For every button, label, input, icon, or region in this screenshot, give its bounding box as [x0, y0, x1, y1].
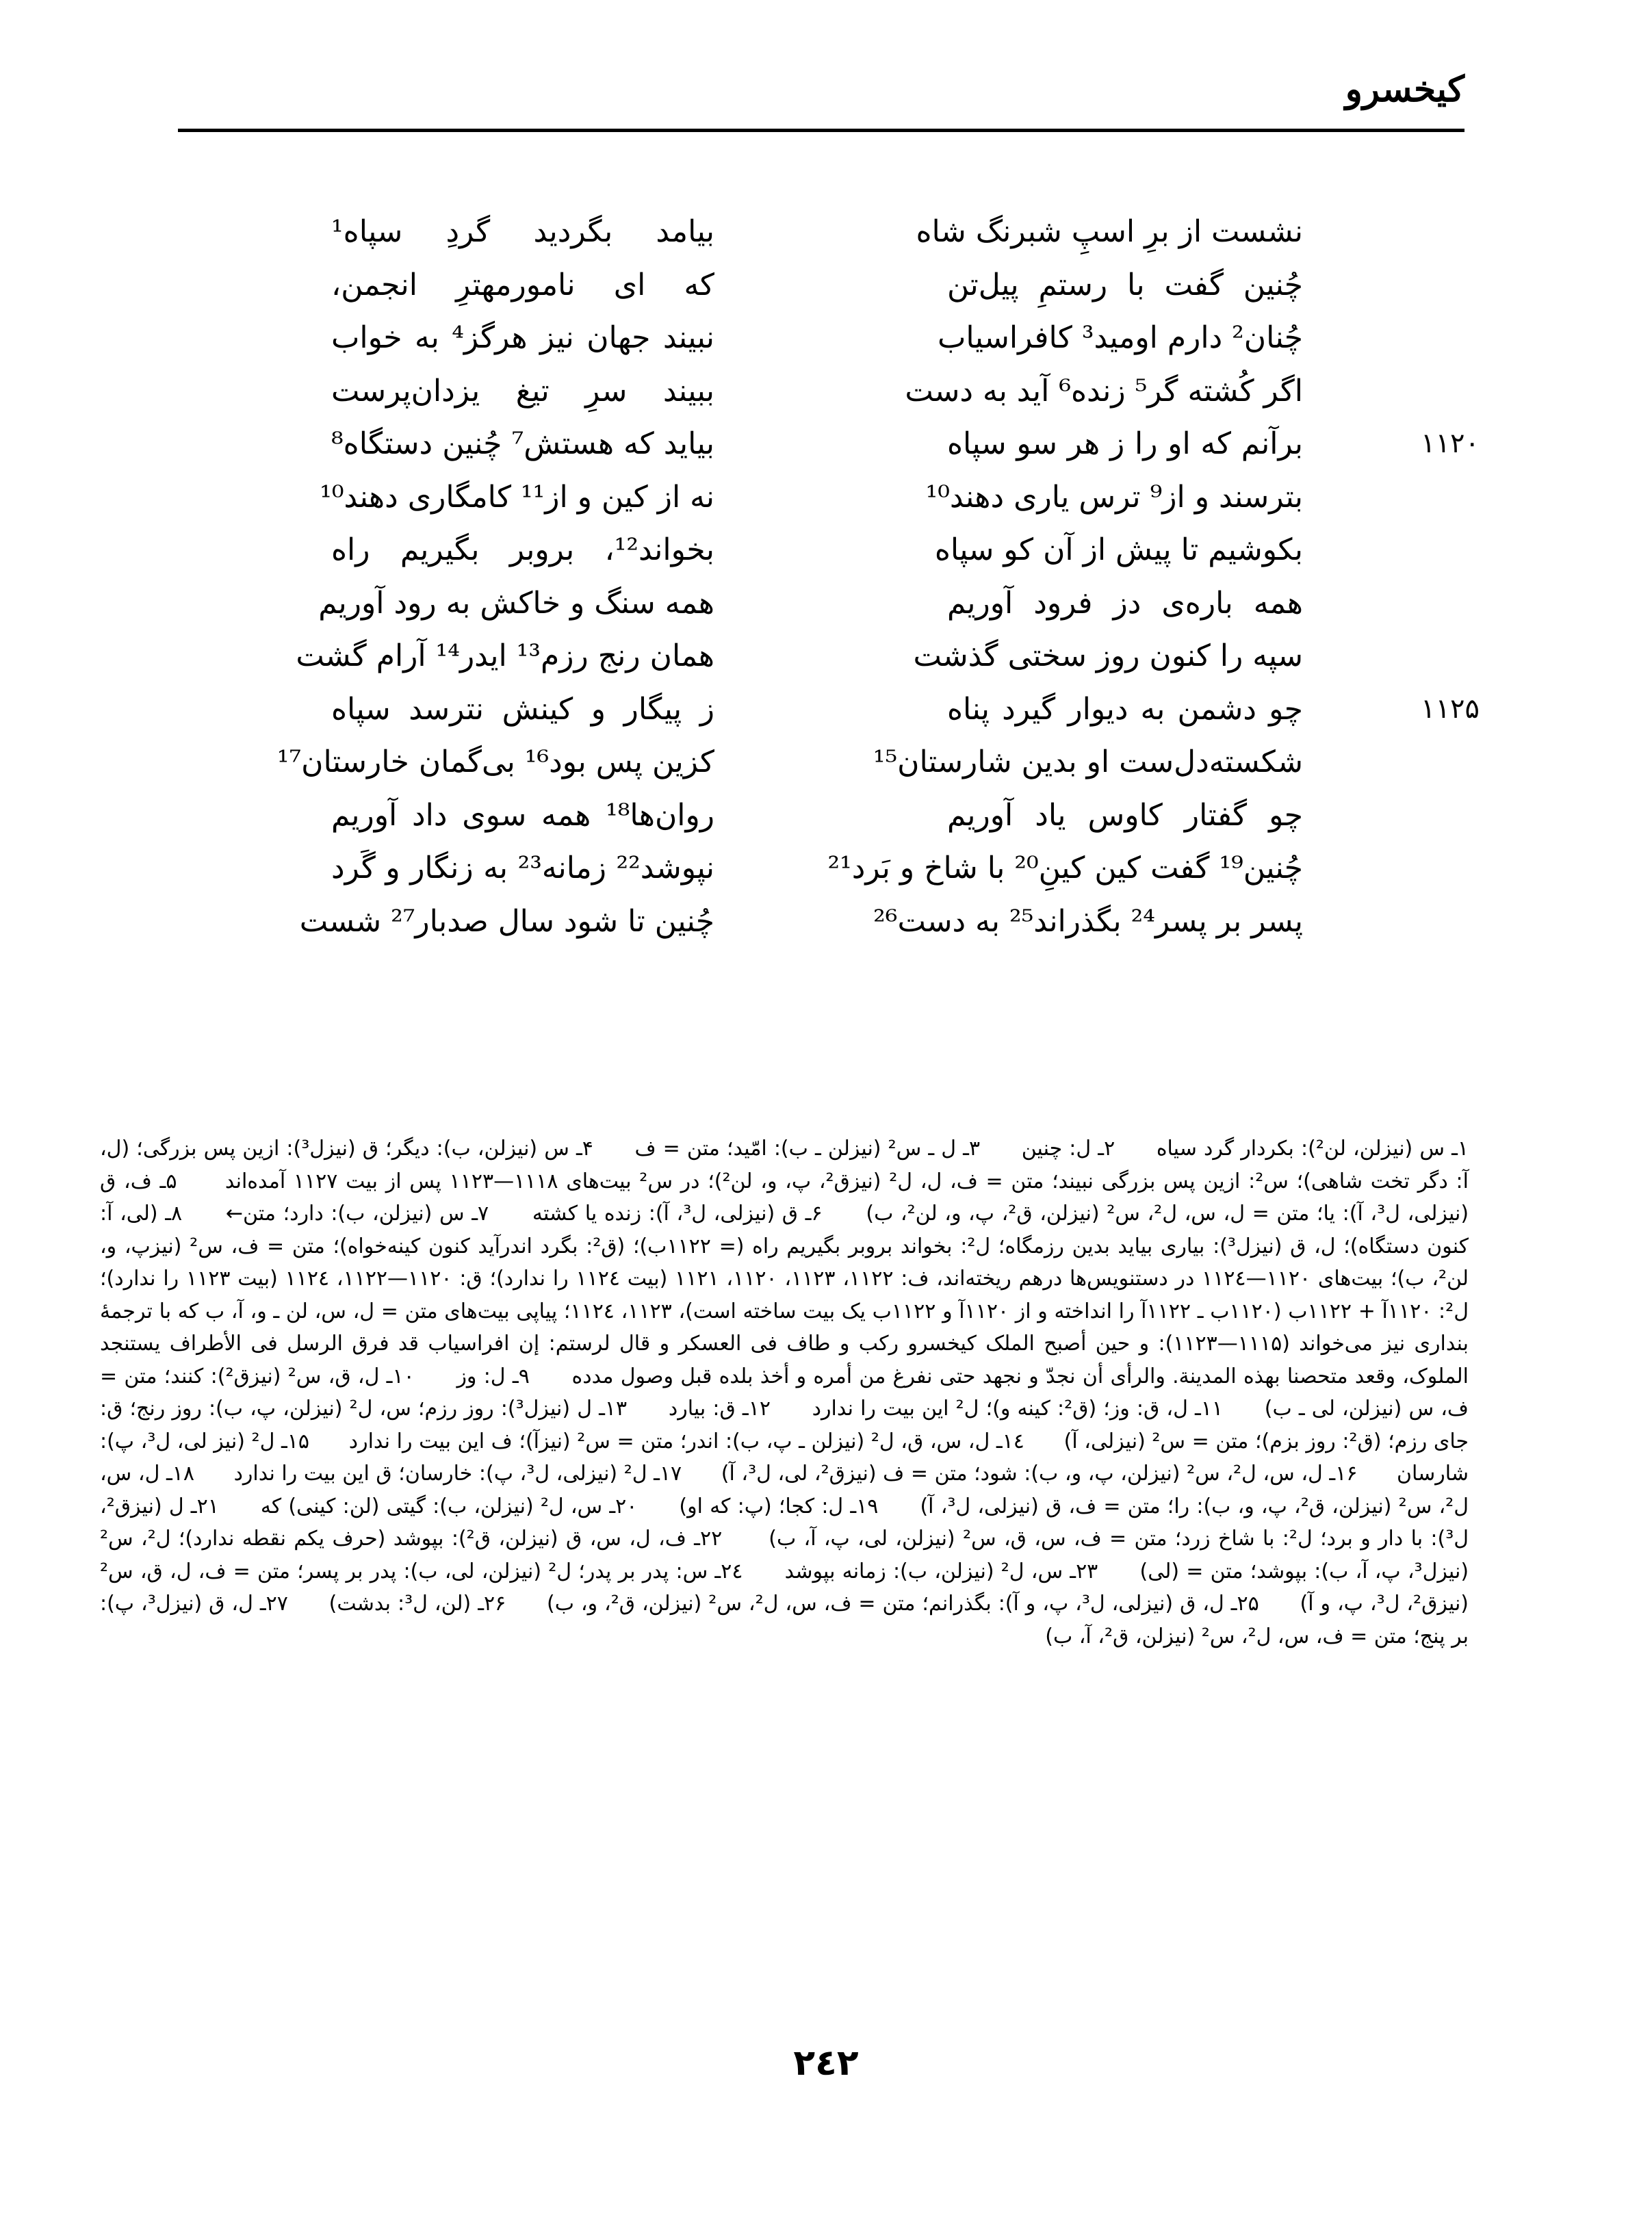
footnote: ۲ـ ل: چنین — [1021, 1137, 1115, 1161]
verse-row — [160, 311, 1501, 365]
hemistich-first: شکسته‌دل‌ست او بدین شارستان¹⁵ — [873, 745, 1303, 779]
footnote: ۲۵ـ ل، ق (نیزلی، ل³، پ، و آ): بگذرانم؛ متن = ف، س، ل²، س² (نیزلن، ق²، و، ب) — [547, 1592, 1259, 1616]
footnote: ۳ـ ل ـ س² (نیزلن ـ ب): امّید؛ متن = ف — [634, 1137, 981, 1161]
hemistich-second: کزین پس بود¹⁶ بی‌گمان خارستان¹⁷ — [276, 745, 714, 779]
footnote: ۹ـ ل: وز — [456, 1364, 530, 1388]
hemistich-second: بخواند¹²، بروبر بگیریم راه — [331, 532, 714, 567]
verse-row — [160, 842, 1501, 895]
hemistich-second: ز پیگار و کینش نترسد سپاه — [331, 691, 714, 727]
verse-block — [160, 205, 1501, 948]
footnote: ۱۹ـ ل: کجا؛ (پ: که او) — [679, 1494, 879, 1518]
hemistich-second: نبیند جهان نیز هرگز⁴ به خواب — [331, 320, 715, 355]
line-number: ۱۱۲۵ — [1421, 693, 1480, 725]
hemistich-second: نپوشد²² زمانه²³ به زنگار و گَرد — [331, 851, 715, 885]
footnote: ۱۳ـ ل (نیزل³): روز رزم؛ س، ل² (نیزلن، پ، ب): روز رنج؛ ق: جای رزم؛ (ق²: روز بزم)؛ متن = س² (نیزلی، آ) — [100, 1397, 1469, 1453]
page-header — [178, 66, 1464, 134]
hemistich-second: همان رنج رزم¹³ ایدر¹⁴ آرام گشت — [296, 638, 714, 673]
hemistich-first: بکوشیم تا پیش از آن کو سپاه — [934, 532, 1303, 567]
hemistich-first: چُنین¹⁹ گفت کین کینِ²⁰ با شاخ و بَرد²¹ — [827, 851, 1303, 885]
footnote: ۱۶ـ ل، س، ل²، س² (نیزلن، پ، و، ب): شود؛ متن = ف (نیزق²، لی، ل³، آ) — [721, 1462, 1358, 1486]
verse-row — [160, 471, 1501, 524]
running-title: کیخسرو — [1345, 68, 1464, 110]
verse-row — [160, 789, 1501, 842]
hemistich-second: که ای نامورمهترِ انجمن، — [331, 267, 714, 302]
verse-row — [160, 365, 1501, 418]
hemistich-second: بیاید که هستش⁷ چُنین دستگاه⁸ — [331, 426, 715, 461]
verse-row — [160, 683, 1501, 736]
footnote: ۱ـ س (نیزلن، لن²): بکردار گرد سیاه — [1156, 1137, 1469, 1161]
footnote: ۱۵ـ ل² (نیز لی، ل³، پ): شارسان — [100, 1429, 1469, 1486]
footnote: ۸ـ (لی، آ: کنون دستگاه)؛ ل، ق (نیزل³): بیاری بیاید بدین رزمگاه؛ ل²: بخواند بروبر بگیریم راه (= ۱۱۲۲ب)؛ (ق²: بگرد اندرآید کنون کینه‌خواه)؛ متن = ف، س² (نیزپ، و، لن²، ب)؛ بیت‌های ۱۱۲۰—۱۱۲٤ در دستنویس‌ها درهم ریخته‌اند، ف: ۱۱۲۲، ۱۱۲۳، ۱۱۲۰، ۱۱۲۱ (بیت ۱۱۲٤ را ندارد)؛ ق: ۱۱۲۰—۱۱۲۲، ۱۱۲٤ (بیت ۱۱۲۳ را ندارد)؛ ل²: ۱۱۲۰آ + ۱۱۲۲ب (۱۱۲۰ب ـ ۱۱۲۲آ را انداخته و از ۱۱۲۰آ و ۱۱۲۲ب یک بیت ساخته است)، ۱۱۲۳، ۱۱۲٤؛ پیاپی بیت‌های متن = ل، س، لن ـ و، آ، ب که با ترجمهٔ بنداری نیز می‌خواند (۱۱۱۵—۱۱۲۳): و حین أصبح الملک کیخسرو رکب و طاف فی العسکر و قال لرستم: إن افراسیاب قد فرق الرسل فی الأطراف یستنجد الملوک، وقعد متحصنا بهذه المدینة. والرأی أن نجدّ و نجهد حتی نفرغ من أمره و أخذ بلده قبل وصول مدده — [100, 1202, 1469, 1388]
verse-row — [160, 523, 1501, 577]
footnote: ۶ـ ق (نیزلی، ل³، آ): زنده یا کشته — [532, 1202, 823, 1226]
page-number: ۲٤۲ — [793, 2043, 859, 2084]
hemistich-first: چو دشمن به دیوار گیرد پناه — [947, 691, 1303, 727]
footnote: ۱۰ـ ل، ق، س² (نیزق²): کنند؛ متن = ف، س (نیزلن، لی ـ ب) — [100, 1364, 1469, 1421]
hemistich-second: همه سنگ و خاکش به رود آوریم — [318, 585, 714, 621]
footnote: ۲۷ـ ل، ق (نیزل³، پ): بر پنج؛ متن = ف، س، ل²، س² (نیزلن، ق²، آ، ب) — [100, 1592, 1469, 1648]
hemistich-first: اگر کُشته گر⁵ زنده⁶ آید به دست — [905, 373, 1303, 409]
footnote: ۲۶ـ (لن، ل³: بدشت) — [328, 1592, 506, 1616]
footnote: ۲۳ـ س، ل² (نیزلن، ب): زمانه بپوشد — [784, 1559, 1098, 1583]
hemistich-first: همه باره‌ی دز فرود آوریم — [947, 585, 1303, 621]
hemistich-second: نه از کین و از¹¹ کامگاری دهند¹⁰ — [320, 479, 714, 515]
footnote: ۷ـ س (نیزلن، ب): دارد؛ متن← — [225, 1202, 489, 1226]
hemistich-first: پسر بر پسر²⁴ بگذراند²⁵ به دست²⁶ — [873, 903, 1303, 939]
footnote: ۲۲ـ ف، ل، س، ق (نیزلن، ق²): بپوشد (حرف یکم نقطه ندارد)؛ ل²، س² (نیزل³، پ، آ، ب): بپوشد؛ متن = (لی) — [100, 1527, 1469, 1583]
hemistich-first: نشست از برِ اسپِ شبرنگ شاه — [916, 214, 1303, 249]
footnote: ۲٤ـ س: پدر بر پدر؛ ل² (نیزلن، لی، ب): پدر بر پسر؛ متن = ف، ل، ق، س² (نیزق²، ل³، پ، و آ) — [100, 1559, 1469, 1616]
hemistich-second: روان‌ها¹⁸ همه سوی داد آوریم — [331, 797, 714, 833]
hemistich-first: چو گفتار کاوس یاد آوریم — [947, 797, 1303, 833]
verse-row — [160, 417, 1501, 471]
footnote: ۱۲ـ ق: بیارد — [668, 1397, 771, 1421]
footnotes — [100, 1133, 1469, 1653]
verse-row — [160, 577, 1501, 630]
hemistich-second: بیامد بگردید گردِ سپاه¹ — [331, 214, 714, 249]
footnote: ۱۸ـ ل، س، ل²، س² (نیزلن، ق²، پ، و، ب): را؛ متن = ف، ق (نیزلی، ل³، آ) — [100, 1462, 1469, 1518]
line-number: ۱۱۲۰ — [1421, 428, 1480, 459]
verse-row — [160, 259, 1501, 312]
footnote: ۱۱ـ ل، ق: وز؛ (ق²: کینه و)؛ ل² این بیت را ندارد — [812, 1397, 1224, 1421]
hemistich-second: چُنین تا شود سال صدبار²⁷ شست — [299, 903, 714, 939]
hemistich-first: چُنین گفت با رستمِ پیل‌تن — [947, 267, 1303, 302]
hemistich-first: سپه را کنون روز سختی گذشت — [913, 638, 1303, 673]
footnote: ۲۰ـ س، ل² (نیزلن، ب): گیتی (لن: کینی) که — [260, 1494, 638, 1518]
header-rule — [178, 129, 1464, 132]
hemistich-second: ببیند سرِ تیغ یزدان‌پرست — [331, 373, 714, 409]
hemistich-first: برآنم که او را ز هر سو سپاه — [947, 426, 1303, 461]
footnote: ۵ـ ف، ق (نیزلی، ل³، آ): یا؛ متن = ل، س، ل²، س² (نیزلن، ق²، پ، و، لن²، ب) — [100, 1169, 1469, 1226]
verse-row — [160, 895, 1501, 948]
hemistich-first: بترسند و از⁹ ترس یاری دهند¹⁰ — [925, 479, 1303, 515]
footnote: ۲۱ـ ل (نیزق²، ل³): با دار و برد؛ ل²: با شاخ زرد؛ متن = ف، س، ق، س² (نیزلن، لی، پ، آ، ب) — [100, 1494, 1469, 1551]
footnote: ۱٤ـ ل، س، ق، ل² (نیزلن ـ پ، ب): اندر؛ متن = س² (نیزآ)؛ ف این بیت را ندارد — [348, 1429, 1024, 1453]
verse-row — [160, 736, 1501, 789]
footnote: ۱۷ـ ل² (نیزلی، ل³، پ): خارسان؛ ق این بیت را ندارد — [233, 1462, 682, 1486]
footnote: ۴ـ س (نیزلن، ب): دیگر؛ ق (نیزل³): ازین پس بزرگی؛ (ل، آ: دگر تخت شاهی)؛ س²: ازین پس بزرگی نبیند؛ متن = ف، ل، ل² (نیزق²، پ، و، لن²)؛ در س² بیت‌های ۱۱۱۸—۱۱۲۳ پس از بیت ۱۱۲۷ آمده‌اند — [100, 1137, 1469, 1193]
verse-row — [160, 630, 1501, 683]
verse-row — [160, 205, 1501, 259]
hemistich-first: چُنان² دارم اومید³ کافراسیاب — [937, 320, 1303, 355]
